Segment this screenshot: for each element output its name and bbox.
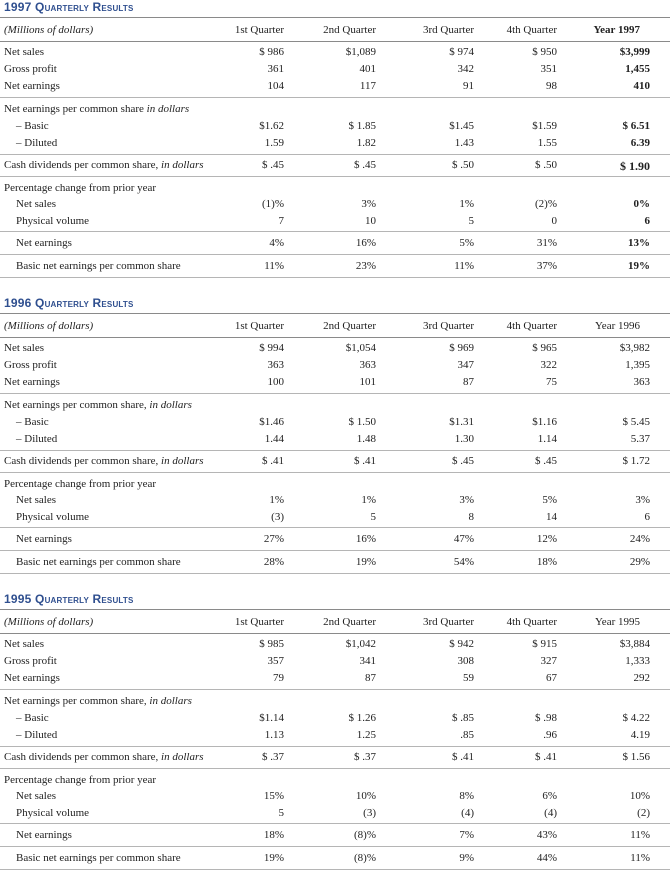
section-year-1995 — [0, 592, 670, 882]
cell-q2: $ .41 — [354, 455, 376, 467]
cell-q4: 0 — [551, 215, 557, 227]
cell-q2: 3% — [361, 198, 376, 210]
cell-q3: $ .45 — [452, 455, 474, 467]
cell-q4: 327 — [540, 655, 557, 667]
cell-q1: $ 985 — [259, 638, 284, 650]
row-eps-diluted — [0, 137, 670, 153]
cell-year: $ 4.22 — [622, 712, 650, 724]
cell-q4: $1.16 — [532, 416, 557, 428]
cell-q1: 18% — [263, 829, 284, 841]
cell-q3: $ .41 — [452, 751, 474, 763]
label-text: Cash dividends per common share, — [4, 455, 162, 467]
cell-q2: $1,042 — [345, 638, 376, 650]
cell-q2: 2nd Quarter — [323, 616, 376, 628]
cell-q4: 14 — [546, 511, 557, 523]
cell-q2: 101 — [359, 376, 376, 388]
row-label: – Basic — [16, 120, 49, 132]
cell-q2: 401 — [359, 63, 376, 75]
cell-q3: 308 — [457, 655, 474, 667]
row-eps-diluted — [0, 729, 670, 745]
section-title: 1997 Quarterly Results — [4, 0, 134, 14]
cell-q1: $ 994 — [259, 342, 284, 354]
row-gross-profit — [0, 359, 670, 375]
row-gross-profit — [0, 655, 670, 671]
cell-q2: 10% — [355, 790, 376, 802]
cell-q2: 10 — [365, 215, 376, 227]
cell-q1: 28% — [263, 556, 284, 568]
row-label: Physical volume — [16, 807, 90, 819]
row-net-earnings — [0, 376, 670, 392]
cell-year: 1,333 — [625, 655, 650, 667]
cell-q3: 342 — [457, 63, 474, 75]
row-net-earnings — [0, 80, 670, 96]
cell-q2: (8)% — [354, 829, 376, 841]
cell-q1: 357 — [267, 655, 284, 667]
cell-year: 29% — [629, 556, 650, 568]
cell-q3: 8 — [468, 511, 474, 523]
divider — [0, 823, 670, 824]
cell-year: 4.19 — [630, 729, 650, 741]
cell-year: $ 1.72 — [622, 455, 650, 467]
cell-q3: 11% — [454, 260, 474, 272]
cell-q1: 1.44 — [264, 433, 284, 445]
row-eps-basic — [0, 712, 670, 728]
label-italic: in dollars — [161, 455, 204, 467]
cell-q4: $ 950 — [532, 46, 557, 58]
cell-q4: 322 — [540, 359, 557, 371]
cell-q1: $ 986 — [259, 46, 284, 58]
cell-q4: .96 — [543, 729, 557, 741]
cell-q2: $1,054 — [345, 342, 376, 354]
row-label — [4, 399, 192, 411]
cell-q2: 16% — [355, 237, 376, 249]
cell-year: 5.37 — [630, 433, 650, 445]
row-label: Net sales — [16, 790, 57, 802]
cell-q2: 1% — [361, 494, 376, 506]
divider — [0, 689, 670, 690]
row-eps-basic — [0, 416, 670, 432]
cell-q3: 59 — [463, 672, 474, 684]
cell-q3: 91 — [463, 80, 474, 92]
row-label: Physical volume — [16, 511, 90, 523]
row-label: – Diluted — [16, 137, 58, 149]
row-pct-net-earnings — [0, 237, 670, 253]
row-label — [4, 455, 204, 467]
row-dividends — [0, 455, 670, 471]
row-label: Net sales — [4, 638, 45, 650]
cell-q4: 98 — [546, 80, 557, 92]
divider — [0, 472, 670, 473]
cell-year: 1,455 — [625, 63, 650, 75]
cell-q1: 1st Quarter — [234, 320, 284, 332]
cell-q4: 37% — [536, 260, 557, 272]
row-label: Basic net earnings per common share — [16, 852, 181, 864]
row-label: Net earnings — [16, 237, 72, 249]
cell-q4: $1.59 — [532, 120, 557, 132]
cell-q2: 23% — [355, 260, 376, 272]
row-label: – Diluted — [16, 433, 58, 445]
cell-q3: $ 969 — [449, 342, 474, 354]
cell-q2: 87 — [365, 672, 376, 684]
cell-year: 6 — [644, 215, 650, 227]
row-pct-net-earnings — [0, 533, 670, 549]
section-year-1996 — [0, 296, 670, 586]
cell-q2: $ 1.26 — [348, 712, 376, 724]
divider — [0, 254, 670, 255]
cell-q3: 3rd Quarter — [422, 24, 474, 36]
cell-q1: 7 — [278, 215, 284, 227]
divider — [0, 97, 670, 98]
cell-q2: $1,089 — [345, 46, 376, 58]
row-pct-volume — [0, 511, 670, 527]
cell-q4: 12% — [536, 533, 557, 545]
row-gross-profit — [0, 63, 670, 79]
cell-q1: 5 — [278, 807, 284, 819]
cell-q1: $1.62 — [259, 120, 284, 132]
label-text: Cash dividends per common share, — [4, 159, 162, 171]
cell-q3: 1.43 — [454, 137, 474, 149]
cell-year: 19% — [628, 260, 650, 272]
divider — [0, 768, 670, 769]
cell-year: 0% — [633, 198, 650, 210]
row-label: Percentage change from prior year — [4, 478, 157, 490]
divider — [0, 573, 670, 574]
cell-q3: 1.30 — [454, 433, 474, 445]
cell-q3: 7% — [459, 829, 474, 841]
row-label: (Millions of dollars) — [4, 320, 94, 332]
cell-q1: (3) — [271, 511, 284, 523]
cell-q3: $ .50 — [452, 159, 474, 171]
label-text: Net earnings per common share, — [4, 695, 150, 707]
cell-q3: 5% — [459, 237, 474, 249]
row-label: Gross profit — [4, 63, 57, 75]
divider — [0, 609, 670, 610]
divider — [0, 746, 670, 747]
divider — [0, 393, 670, 394]
section-title: 1996 Quarterly Results — [4, 296, 134, 310]
row-net-sales — [0, 342, 670, 358]
cell-q3: 47% — [453, 533, 474, 545]
cell-q4: (2)% — [535, 198, 557, 210]
cell-q2: 1.48 — [356, 433, 376, 445]
cell-q3: 347 — [457, 359, 474, 371]
cell-q1: 79 — [273, 672, 284, 684]
cell-year: 10% — [629, 790, 650, 802]
cell-q1: 19% — [263, 852, 284, 864]
cell-q4: 1.55 — [537, 137, 557, 149]
cell-q3: 54% — [453, 556, 474, 568]
row-dividends — [0, 159, 670, 175]
row-eps-label — [0, 103, 670, 119]
cell-q4: 1.14 — [537, 433, 557, 445]
cell-q3: $1.31 — [449, 416, 474, 428]
cell-q3: $1.45 — [449, 120, 474, 132]
cell-q3: $ .85 — [452, 712, 474, 724]
cell-year: $ 6.51 — [622, 120, 650, 132]
row-pct-label — [0, 774, 670, 790]
cell-q1: 100 — [267, 376, 284, 388]
cell-q2: 1.82 — [356, 137, 376, 149]
row-label: (Millions of dollars) — [4, 24, 94, 36]
cell-year: $ 1.90 — [620, 159, 650, 173]
header-row — [0, 616, 670, 632]
cell-q3: .85 — [460, 729, 474, 741]
cell-q4: $ .45 — [535, 455, 557, 467]
cell-q1: 4% — [269, 237, 284, 249]
row-label: Net earnings — [16, 829, 72, 841]
cell-q1: 11% — [264, 260, 284, 272]
label-italic: in dollars — [161, 159, 204, 171]
cell-q1: $ .41 — [262, 455, 284, 467]
row-pct-net-sales — [0, 198, 670, 214]
cell-q4: 4th Quarter — [506, 24, 557, 36]
row-label: (Millions of dollars) — [4, 616, 94, 628]
row-label — [4, 103, 189, 115]
cell-year: 6 — [644, 511, 650, 523]
row-label: Net sales — [4, 342, 45, 354]
row-net-sales — [0, 638, 670, 654]
cell-q3: 87 — [463, 376, 474, 388]
cell-q3: $ 974 — [449, 46, 474, 58]
cell-q2: 341 — [359, 655, 376, 667]
cell-q1: 363 — [267, 359, 284, 371]
row-pct-basic-eps — [0, 556, 670, 572]
row-pct-volume — [0, 215, 670, 231]
row-label — [4, 751, 204, 763]
cell-q1: 27% — [263, 533, 284, 545]
row-pct-net-earnings — [0, 829, 670, 845]
row-label: Gross profit — [4, 359, 57, 371]
cell-q1: $1.46 — [259, 416, 284, 428]
cell-q3: 9% — [459, 852, 474, 864]
cell-q4: (4) — [544, 807, 557, 819]
cell-q4: 43% — [536, 829, 557, 841]
row-label: Net earnings — [4, 376, 60, 388]
cell-q3: (4) — [461, 807, 474, 819]
row-label: Net sales — [16, 198, 57, 210]
row-label: Percentage change from prior year — [4, 774, 157, 786]
row-label: Net earnings — [4, 672, 60, 684]
section-year-1997 — [0, 0, 670, 290]
cell-year: 363 — [633, 376, 650, 388]
cell-q1: $ .37 — [262, 751, 284, 763]
cell-q2: $ .45 — [354, 159, 376, 171]
section-title: 1995 Quarterly Results — [4, 592, 134, 606]
cell-q2: (3) — [363, 807, 376, 819]
row-label: Basic net earnings per common share — [16, 260, 181, 272]
cell-q4: 67 — [546, 672, 557, 684]
cell-year: 11% — [630, 852, 650, 864]
divider — [0, 527, 670, 528]
cell-q2: 363 — [359, 359, 376, 371]
cell-year: $ 1.56 — [622, 751, 650, 763]
cell-year: (2) — [637, 807, 650, 819]
row-label: – Basic — [16, 416, 49, 428]
cell-q4: 31% — [536, 237, 557, 249]
divider — [0, 231, 670, 232]
cell-q1: $1.14 — [259, 712, 284, 724]
cell-q3: 5 — [468, 215, 474, 227]
cell-q4: 18% — [536, 556, 557, 568]
cell-q4: 75 — [546, 376, 557, 388]
cell-q4: 4th Quarter — [506, 320, 557, 332]
cell-year: $3,982 — [619, 342, 650, 354]
row-eps-label — [0, 399, 670, 415]
row-pct-basic-eps — [0, 852, 670, 868]
row-label: Net earnings — [4, 80, 60, 92]
row-net-earnings — [0, 672, 670, 688]
cell-year: 292 — [633, 672, 650, 684]
cell-q4: 4th Quarter — [506, 616, 557, 628]
cell-q4: $ 965 — [532, 342, 557, 354]
label-italic: in dollars — [149, 399, 192, 411]
cell-year: 13% — [628, 237, 650, 249]
row-label: – Basic — [16, 712, 49, 724]
row-eps-diluted — [0, 433, 670, 449]
cell-year: 24% — [629, 533, 650, 545]
row-pct-volume — [0, 807, 670, 823]
divider — [0, 277, 670, 278]
label-italic: in dollars — [161, 751, 204, 763]
row-eps-basic — [0, 120, 670, 136]
cell-year: 6.39 — [630, 137, 650, 149]
cell-q2: 16% — [355, 533, 376, 545]
label-italic: in dollars — [149, 695, 192, 707]
label-italic: in dollars — [146, 103, 190, 115]
row-label: Percentage change from prior year — [4, 182, 157, 194]
cell-q1: 1.13 — [264, 729, 284, 741]
cell-q3: 8% — [459, 790, 474, 802]
cell-year: 410 — [633, 80, 650, 92]
row-pct-label — [0, 182, 670, 198]
header-row — [0, 320, 670, 336]
row-pct-net-sales — [0, 790, 670, 806]
cell-q1: $ .45 — [262, 159, 284, 171]
cell-q2: $ .37 — [354, 751, 376, 763]
cell-q2: 2nd Quarter — [323, 320, 376, 332]
cell-year: 3% — [635, 494, 650, 506]
cell-q3: 3rd Quarter — [422, 320, 474, 332]
row-label: Basic net earnings per common share — [16, 556, 181, 568]
divider — [0, 869, 670, 870]
cell-q2: $ 1.85 — [348, 120, 376, 132]
label-text: Net earnings per common share — [4, 103, 147, 115]
row-pct-net-sales — [0, 494, 670, 510]
cell-year: Year 1997 — [593, 24, 640, 36]
row-eps-label — [0, 695, 670, 711]
cell-year: Year 1995 — [594, 616, 640, 628]
row-label: Gross profit — [4, 655, 57, 667]
cell-q2: 2nd Quarter — [323, 24, 376, 36]
cell-year: $ 5.45 — [622, 416, 650, 428]
row-pct-basic-eps — [0, 260, 670, 276]
divider — [0, 550, 670, 551]
divider — [0, 450, 670, 451]
cell-q3: 1% — [459, 198, 474, 210]
cell-q4: 351 — [540, 63, 557, 75]
row-label: Net earnings — [16, 533, 72, 545]
cell-year: $3,884 — [619, 638, 650, 650]
cell-q4: $ .41 — [535, 751, 557, 763]
cell-q2: 1.25 — [356, 729, 376, 741]
row-label — [4, 695, 192, 707]
cell-year: Year 1996 — [594, 320, 640, 332]
row-label: Physical volume — [16, 215, 90, 227]
divider — [0, 154, 670, 155]
label-text: Net earnings per common share, — [4, 399, 150, 411]
cell-q1: 361 — [267, 63, 284, 75]
row-label — [4, 159, 204, 171]
row-label: Net sales — [4, 46, 45, 58]
divider — [0, 337, 670, 338]
cell-q2: $ 1.50 — [348, 416, 376, 428]
divider — [0, 41, 670, 42]
cell-q4: 44% — [536, 852, 557, 864]
row-label: Net sales — [16, 494, 57, 506]
cell-q1: 1.59 — [264, 137, 284, 149]
cell-q2: 117 — [359, 80, 376, 92]
cell-q4: $ .98 — [535, 712, 557, 724]
divider — [0, 313, 670, 314]
cell-q3: $ 942 — [449, 638, 474, 650]
cell-year: 11% — [630, 829, 650, 841]
cell-q4: $ 915 — [532, 638, 557, 650]
cell-q1: 1% — [269, 494, 284, 506]
divider — [0, 17, 670, 18]
cell-q2: 5 — [370, 511, 376, 523]
cell-year: $3,999 — [619, 46, 650, 58]
cell-q3: 3rd Quarter — [422, 616, 474, 628]
row-label: – Diluted — [16, 729, 58, 741]
cell-q1: 104 — [267, 80, 284, 92]
cell-q1: 1st Quarter — [234, 24, 284, 36]
row-net-sales — [0, 46, 670, 62]
cell-q4: $ .50 — [535, 159, 557, 171]
cell-year: 1,395 — [625, 359, 650, 371]
label-text: Cash dividends per common share, — [4, 751, 162, 763]
row-pct-label — [0, 478, 670, 494]
cell-q1: 15% — [263, 790, 284, 802]
cell-q1: (1)% — [262, 198, 284, 210]
cell-q4: 5% — [542, 494, 557, 506]
cell-q3: 3% — [459, 494, 474, 506]
header-row — [0, 24, 670, 40]
row-dividends — [0, 751, 670, 767]
cell-q4: 6% — [542, 790, 557, 802]
cell-q2: (8)% — [354, 852, 376, 864]
cell-q2: 19% — [355, 556, 376, 568]
divider — [0, 176, 670, 177]
divider — [0, 633, 670, 634]
divider — [0, 846, 670, 847]
cell-q1: 1st Quarter — [234, 616, 284, 628]
